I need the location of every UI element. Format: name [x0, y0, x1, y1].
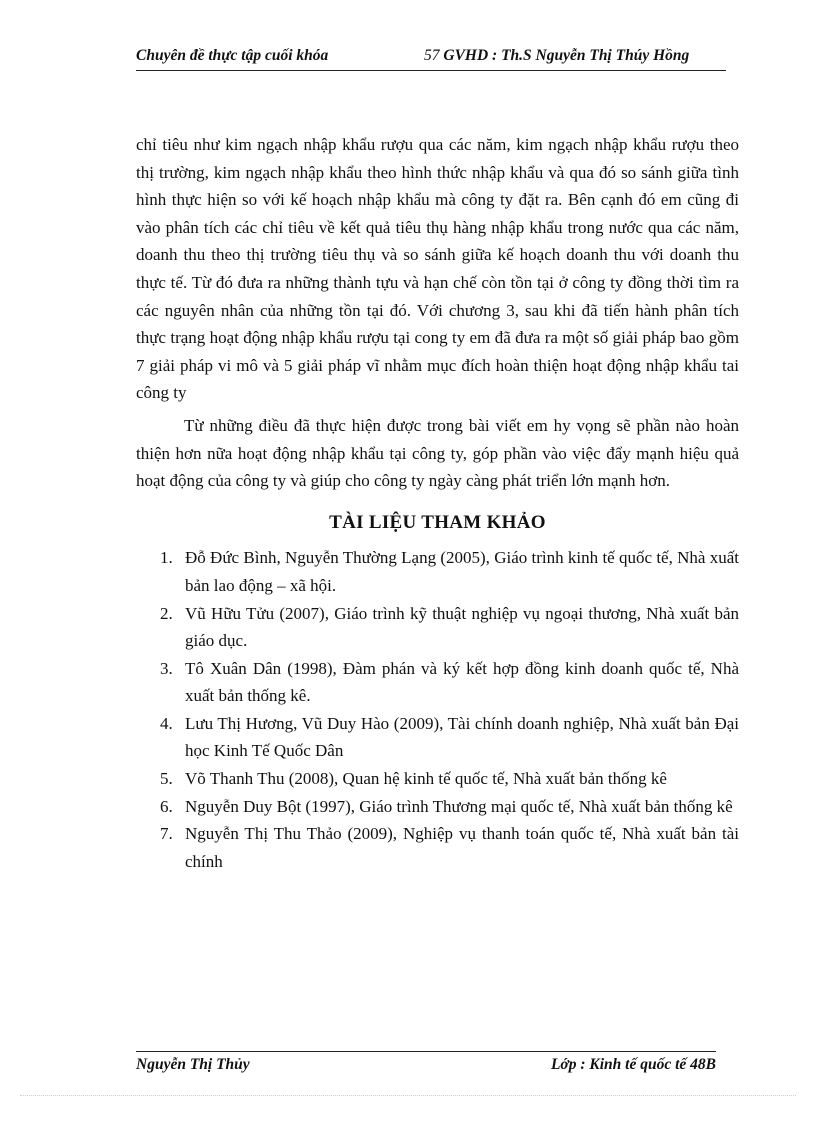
reference-text: Lưu Thị Hương, Vũ Duy Hào (2009), Tài chính doanh nghiệp, Nhà xuất bản Đại học Kinh Tế Quốc Dân — [185, 713, 739, 761]
reference-item — [136, 655, 739, 710]
references-title: TÀI LIỆU THAM KHẢO — [329, 511, 546, 533]
footer-author: Nguyễn Thị Thủy — [136, 1056, 250, 1073]
references-list — [136, 544, 739, 875]
header-divider — [136, 70, 726, 71]
header-title: Chuyên đề thực tập cuối khóa — [136, 47, 329, 64]
reference-item — [136, 793, 739, 821]
reference-text: Đỗ Đức Bình, Nguyễn Thường Lạng (2005), Giáo trình kinh tế quốc tế, Nhà xuất bản lao động – xã hội. — [185, 548, 739, 595]
reference-item — [136, 765, 739, 793]
page-number: 57 — [424, 47, 440, 64]
reference-item — [136, 544, 739, 599]
reference-item — [136, 820, 739, 875]
reference-number: 3. — [160, 658, 173, 678]
page-bottom-edge — [20, 1095, 796, 1096]
page-header — [136, 47, 726, 69]
reference-text: Vũ Hữu Tửu (2007), Giáo trình kỹ thuật nghiệp vụ ngoại thương, Nhà xuất bản giáo dục. — [185, 603, 739, 651]
reference-number: 4. — [160, 713, 173, 733]
page-footer — [136, 1056, 716, 1078]
reference-item — [136, 600, 739, 655]
reference-number: 2. — [160, 603, 173, 623]
reference-number: 6. — [160, 796, 173, 816]
reference-text: Nguyễn Duy Bột (1997), Giáo trình Thương mại quốc tế, Nhà xuất bản thống kê — [185, 796, 733, 816]
page-body — [136, 131, 739, 875]
reference-number: 7. — [160, 824, 173, 844]
header-advisor: GVHD : Th.S Nguyễn Thị Thúy Hồng — [443, 47, 690, 64]
header-right — [424, 47, 689, 65]
footer-class: Lớp : Kinh tế quốc tế 48B — [550, 1056, 716, 1073]
reference-text: Nguyễn Thị Thu Thảo (2009), Nghiệp vụ thanh toán quốc tế, Nhà xuất bản tài chính — [185, 824, 739, 871]
reference-text: Tô Xuân Dân (1998), Đàm phán và ký kết hợp đồng kinh doanh quốc tế, Nhà xuất bản thống kê. — [185, 658, 739, 706]
reference-number: 5. — [160, 769, 173, 789]
reference-text: Võ Thanh Thu (2008), Quan hệ kinh tế quốc tế, Nhà xuất bản thống kê — [185, 769, 667, 789]
footer-divider — [136, 1051, 716, 1052]
body-paragraph-1: chỉ tiêu như kim ngạch nhập khẩu rượu qua các năm, kim ngạch nhập khẩu rượu theo thị trường, kim ngạch nhập khẩu theo hình thức nhập khẩu và qua đó so sánh giữa tình hình thực hiện so với kế hoạch nhập khẩu mà công ty đặt ra. Bên cạnh đó em cũng đi vào phân tích các chỉ tiêu về kết quả tiêu thụ hàng nhập khẩu trong nước qua các năm, doanh thu theo thị trường tiêu thụ và so sánh giữa kế hoạch doanh thu với doanh thu thực tế. Từ đó đưa ra những thành tựu và hạn chế còn tồn tại ở công ty đồng thời tìm ra các nguyên nhân của những tồn tại đó. Với chương 3, sau khi đã tiến hành phân tích thực trạng hoạt động nhập khẩu rượu tại cong ty em đã đưa ra một số giải pháp bao gồm 7 giải pháp vi mô và 5 giải pháp vĩ nhằm mục đích hoàn thiện hoạt động nhập khẩu tai công ty — [136, 135, 739, 403]
body-paragraph-2: Từ những điều đã thực hiện được trong bài viết em hy vọng sẽ phần nào hoàn thiện hơn nữa hoạt động nhập khẩu tại công ty, góp phần vào việc đẩy mạnh hiệu quả hoạt động của công ty và giúp cho công ty ngày càng phát triển lớn mạnh hơn. — [136, 415, 739, 491]
reference-number: 1. — [160, 548, 173, 568]
reference-item — [136, 710, 739, 765]
